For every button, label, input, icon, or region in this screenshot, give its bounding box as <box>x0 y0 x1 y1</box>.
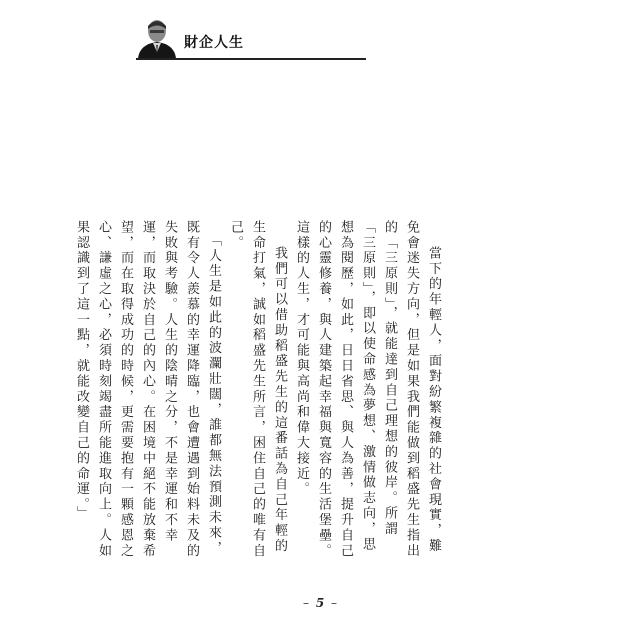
page-number-dash-left: – <box>302 596 309 610</box>
page-header <box>136 14 244 58</box>
body-text <box>74 220 444 560</box>
header-title: 財企人生 <box>184 35 244 51</box>
author-portrait-image <box>136 14 176 58</box>
paragraph: 我們可以借助稻盛先生的這番話為自己年輕的生命打氣，誠如稻盛先生所言，困住自己的唯有自己。 <box>228 220 287 559</box>
author-portrait <box>136 14 176 58</box>
page-number-dash-right: – <box>331 596 337 610</box>
page-number-value: 5 <box>315 596 325 610</box>
header-rule <box>136 58 366 60</box>
page-number <box>0 596 640 610</box>
quote-paragraph: 「人生是如此的波瀾壯闊，誰都無法預測未來，既有令人羨慕的幸運降臨，也會遭遇到始料未及的失敗與考驗。人生的陰晴之分，不是幸運和不幸運，而取決於自己的內心。在困境中絕不能放棄希望，而在取得成功的時候，更需要抱有一顆感恩之心、謙虛之心，必須時刻竭盡所能進取向上。人如果認識到了這一點，就能改變自己的命運。」 <box>74 220 221 559</box>
paragraph: 當下的年輕人，面對紛繁複雜的社會現實，難免會迷失方向，但是如果我們能做到稻盛先生指出的「三原則」，就能達到自己理想的彼岸。所謂「三原則」，即以使命感為夢想、激情做志向，思想為閱歷，如此，日日省思、與人為善，提升自己的心靈修養，與人建築起幸福與寬容的生活堡壘。這樣的人生，才可能與高尚和偉大接近。 <box>294 220 441 559</box>
